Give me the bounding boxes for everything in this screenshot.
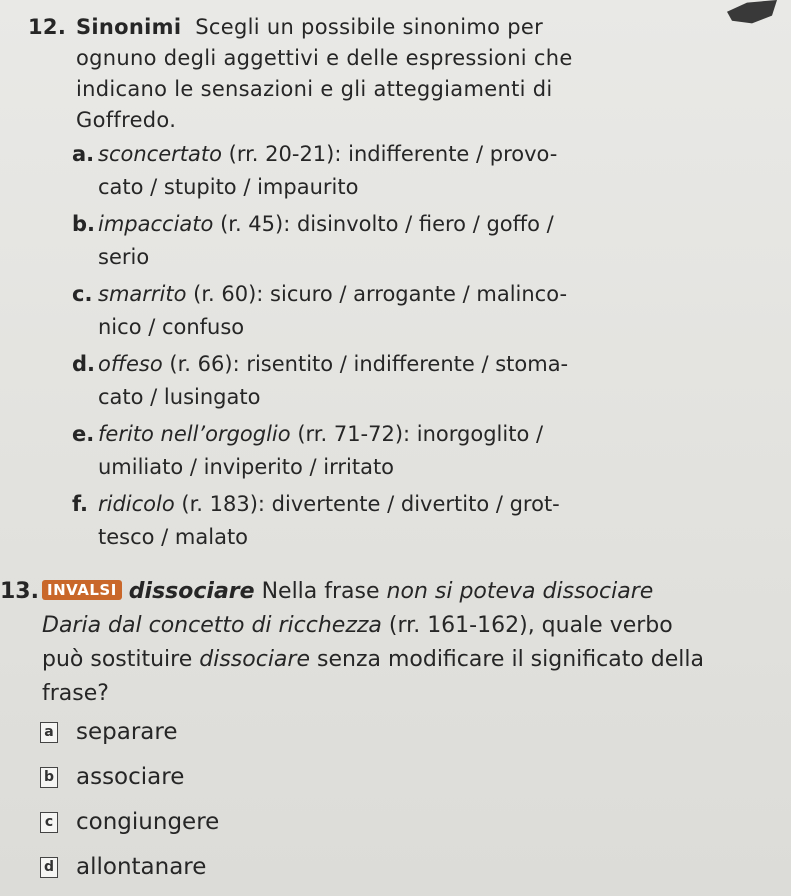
instruction-line: indicano le sensazioni e gli atteggiamenti di [76,77,553,101]
exercise-12-instruction [76,12,716,136]
list-item [72,488,712,554]
question-quote: non si poteva [386,579,536,604]
item-word: offeso [98,352,163,376]
instruction-line: Goffredo. [76,108,177,132]
item-options-line2: cato / lusingato [98,385,261,409]
item-word: impacciato [98,212,214,236]
list-item [72,418,712,484]
exercise-13-question [42,575,712,711]
item-word: sconcertato [98,142,222,166]
exercise-number: 12. [28,15,67,39]
list-item [72,138,712,204]
item-word: ridicolo [98,492,175,516]
item-options-line2: umiliato / inviperito / irritato [98,455,395,479]
option-checkbox[interactable]: b [40,767,58,788]
invalsi-badge: INVALSI [42,580,122,600]
item-letter: b. [72,212,96,236]
item-options-line2: tesco / malato [98,525,249,549]
corner-ink-mark [727,0,777,26]
option-checkbox[interactable]: a [40,722,58,743]
item-letter: d. [72,352,96,376]
question-quote: dissociare [199,647,310,672]
list-item [72,208,712,274]
item-options: (r. 60): sicuro / arrogante / malinco- [193,282,568,306]
option-checkbox[interactable]: c [40,812,58,833]
question-text: Nella frase [261,579,380,604]
exercise-title: Sinonimi [76,15,182,39]
item-options-line2: serio [98,245,150,269]
question-text: 161-162), quale verbo può sostituire [42,613,673,672]
item-word: ferito nell’orgoglio [98,422,291,446]
item-letter: e. [72,422,95,446]
question-text: (rr. [388,613,421,638]
option-label: associare [76,764,185,790]
exercise-title: dissociare [128,579,255,604]
option-label: allontanare [76,854,207,880]
item-letter: f. [72,492,88,516]
question-text: senza modificare il significato della frase? [42,647,704,706]
item-letter: a. [72,142,95,166]
item-options: (r. 45): disinvolto / fiero / goffo / [220,212,554,236]
item-letter: c. [72,282,93,306]
item-options: (r. 66): risentito / indifferente / stoma- [169,352,569,376]
item-options: (rr. 71-72): inorgoglito / [297,422,544,446]
instruction-line: Scegli un possibile sinonimo per [195,15,544,39]
list-item [72,348,712,414]
item-options: (r. 183): divertente / divertito / grot- [181,492,560,516]
question-quote: dissociare Daria dal concetto di ricchezza [42,579,654,638]
item-options-line2: nico / confuso [98,315,245,339]
option-label: separare [76,719,178,745]
instruction-line: ognuno degli aggettivi e delle espressioni che [76,46,573,70]
option-checkbox[interactable]: d [40,857,58,878]
option-label: congiungere [76,809,220,835]
exercise-12-items [72,138,712,558]
list-item [72,278,712,344]
item-word: smarrito [98,282,187,306]
exercise-number: 13. [0,579,39,604]
item-options: (rr. 20-21): indifferente / provo- [228,142,558,166]
item-options-line2: cato / stupito / impaurito [98,175,359,199]
